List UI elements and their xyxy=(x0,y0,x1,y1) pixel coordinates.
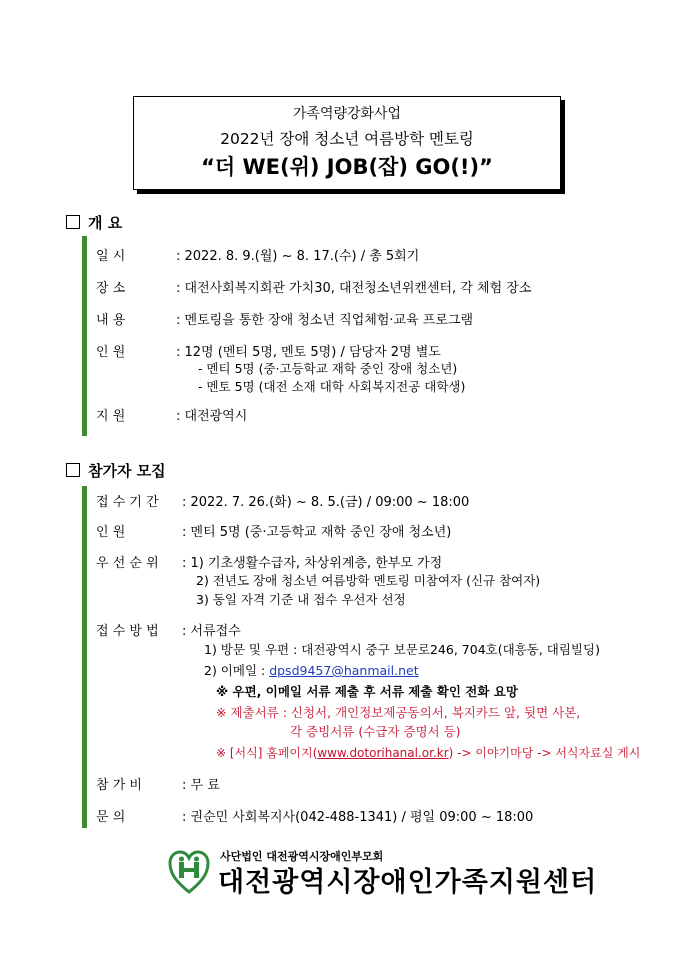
program-slogan: “더 WE(위) JOB(잡) GO(!)” xyxy=(201,155,493,179)
required-docs: ※ 제출서류 : 신청서, 개인정보제공동의서, 복지카드 앞, 뒷면 사본, xyxy=(216,705,581,720)
recruit-row-contact: 문 의 : 권순민 사회복지사(042-488-1341) / 평일 09:00 ~ 18:00 xyxy=(96,810,534,825)
recruit-row-period: 접 수 기 간 : 2022. 7. 26.(화) ~ 8. 5.(금) / 09:00 ~ 18:00 xyxy=(96,495,470,510)
overview-row-content: 내 용 : 멘토링을 통한 장애 청소년 직업체험·교육 프로그램 xyxy=(96,313,474,328)
overview-personnel-mentor: - 멘토 5명 (대전 소재 대학 사회복지전공 대학생) xyxy=(198,379,466,394)
section-recruit-heading: 참가자 모집 xyxy=(66,460,166,481)
overview-row-personnel: 인 원 : 12명 (멘티 5명, 멘토 5명) / 담당자 2명 별도 xyxy=(96,345,441,360)
heart-family-icon xyxy=(168,850,210,896)
title-box xyxy=(133,96,561,190)
section-overview-bar xyxy=(82,236,87,436)
priority-item-3: 3) 동일 자격 기준 내 접수 우선자 선정 xyxy=(196,592,406,607)
method-visit: 1) 방문 및 우편 : 대전광역시 중구 보문로246, 704호(대흥동, 대림빌딩) xyxy=(204,642,600,657)
section-recruit-bar xyxy=(82,486,87,828)
section-overview-heading: 개 요 xyxy=(66,212,122,233)
program-title: 2022년 장애 청소년 여름방학 멘토링 xyxy=(220,130,474,148)
required-docs-cont: 각 증빙서류 (수급자 증명서 등) xyxy=(290,724,461,739)
program-category: 가족역량강화사업 xyxy=(292,106,402,122)
logo-name: 대전광역시장애인가족지원센터 xyxy=(218,867,598,898)
overview-row-date: 일 시 : 2022. 8. 9.(월) ~ 8. 17.(수) / 총 5회기 xyxy=(96,249,420,264)
method-email: 2) 이메일 : dpsd9457@hanmail.net xyxy=(204,663,419,678)
recruit-row-personnel: 인 원 : 멘티 5명 (중·고등학교 재학 중인 장애 청소년) xyxy=(96,525,452,540)
overview-row-place: 장 소 : 대전사회복지회관 가치30, 대전청소년위캔센터, 각 체험 장소 xyxy=(96,281,532,296)
checkbox-square-icon xyxy=(66,215,80,229)
email-link[interactable]: dpsd9457@hanmail.net xyxy=(269,663,419,678)
organization-logo xyxy=(168,846,598,900)
overview-row-support: 지 원 : 대전광역시 xyxy=(96,409,248,424)
recruit-row-priority: 우 선 순 위 : 1) 기초생활수급자, 차상위계층, 한부모 가정 xyxy=(96,556,443,571)
recruit-row-method: 접 수 방 법 : 서류접수 xyxy=(96,624,241,639)
recruit-row-fee: 참 가 비 : 무 료 xyxy=(96,778,220,793)
checkbox-square-icon xyxy=(66,463,80,477)
overview-personnel-mentee: - 멘티 5명 (중·고등학교 재학 중인 장애 청소년) xyxy=(198,361,458,376)
homepage-link[interactable]: www.dotorihanal.or.kr xyxy=(317,746,449,760)
form-download: ※ [서식] 홈페이지(www.dotorihanal.or.kr) -> 이야기마당 -> 서식자료실 게시 xyxy=(216,746,641,760)
submission-note: ※ 우편, 이메일 서류 제출 후 서류 제출 확인 전화 요망 xyxy=(216,684,518,699)
logo-subtitle: 사단법인 대전광역시장애인부모회 xyxy=(220,850,384,863)
priority-item-2: 2) 전년도 장애 청소년 여름방학 멘토링 미참여자 (신규 참여자) xyxy=(196,573,541,588)
